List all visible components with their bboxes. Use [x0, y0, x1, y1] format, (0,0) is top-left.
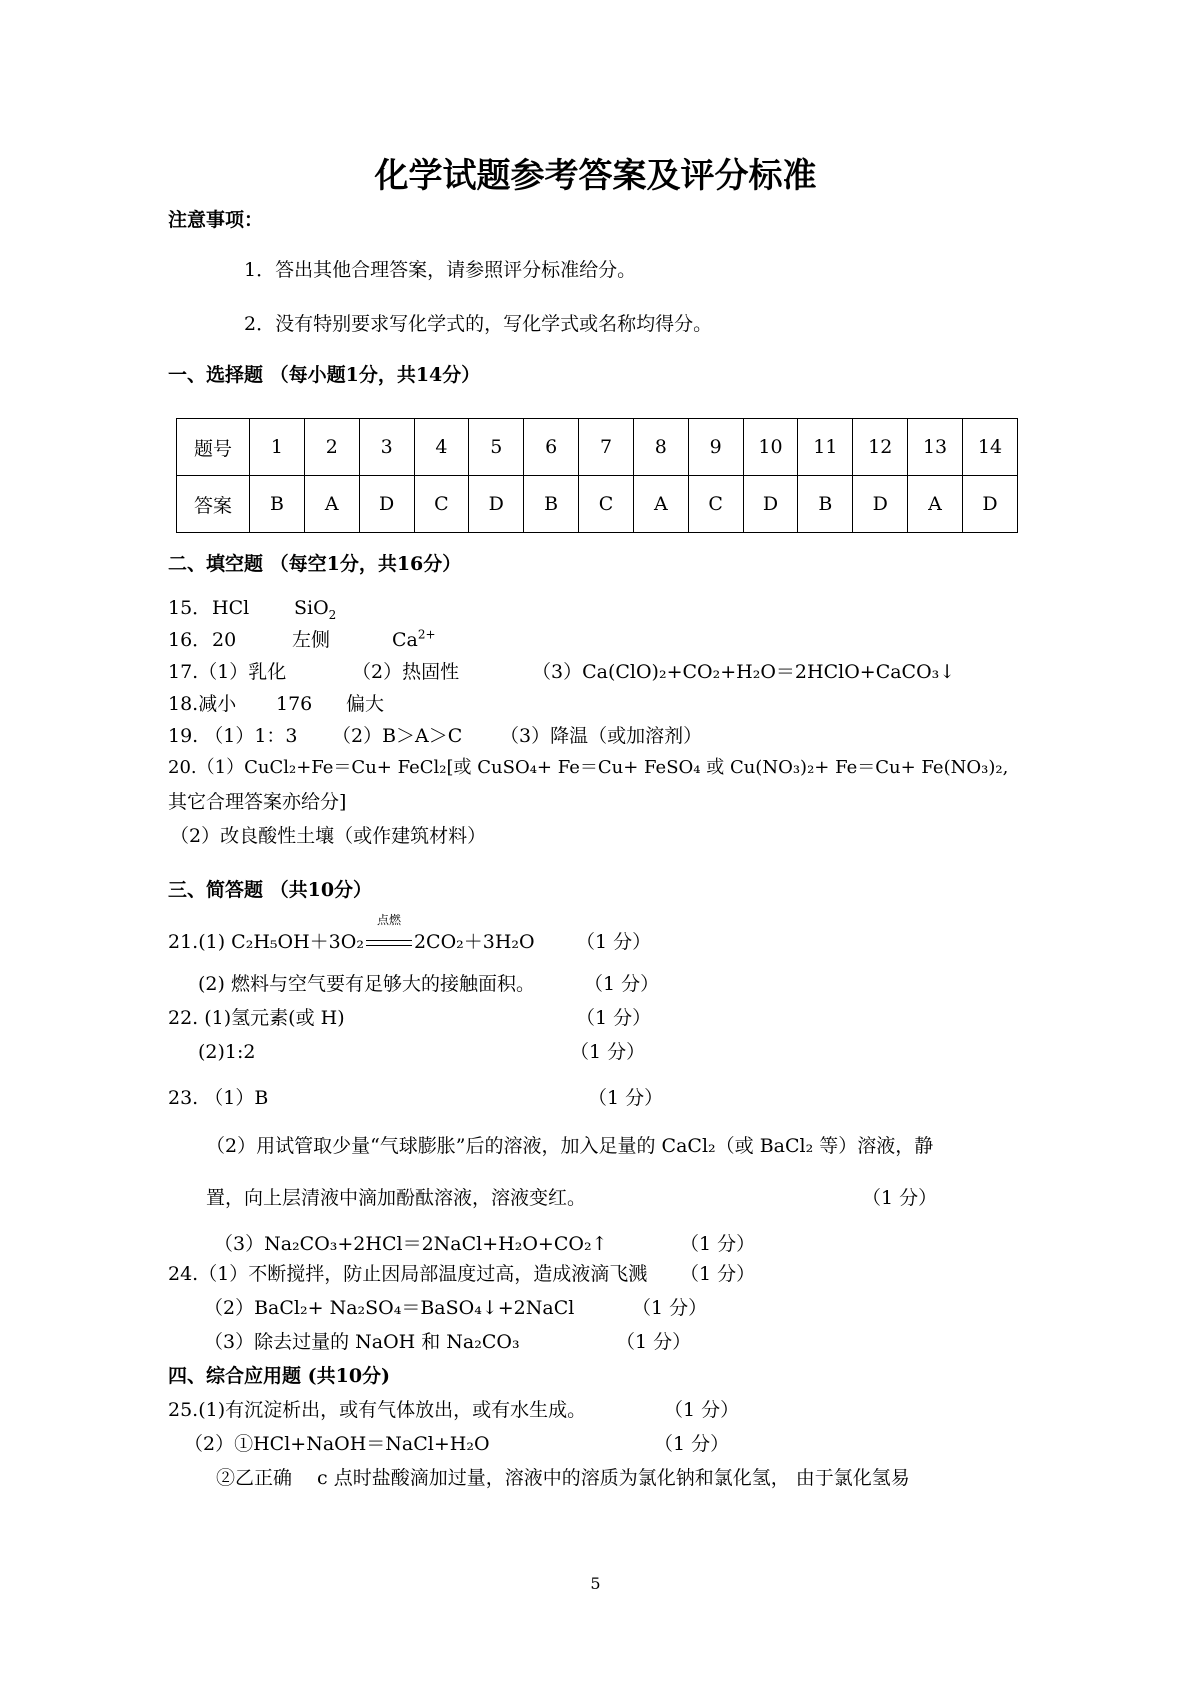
q22-2-score: （1 分） [570, 1041, 646, 1063]
answer-cell: B [524, 476, 579, 533]
q21-2-score: （1 分） [584, 973, 660, 995]
page-title: 化学试题参考答案及评分标准 [374, 156, 817, 196]
question-number: 1 [250, 419, 305, 476]
note-item-1: 1．答出其他合理答案，请参照评分标准给分。 [244, 259, 637, 281]
question-number: 6 [524, 419, 579, 476]
q23-1-score: （1 分） [588, 1087, 664, 1109]
answer-table [176, 418, 1018, 533]
q23-2-line-2: 置，向上层清液中滴加酚酞溶液，溶液变红。 [206, 1187, 587, 1209]
answer-cell: C [688, 476, 743, 533]
q23-2-line-1: （2）用试管取少量“气球膨胀”后的溶液，加入足量的 CaCl₂（或 BaCl₂ 等）溶液，静 [206, 1135, 934, 1157]
q25-2-answer: （2）①HCl+NaOH＝NaCl+H₂O [184, 1433, 490, 1455]
question-number: 4 [414, 419, 469, 476]
q24-2-score: （1 分） [632, 1297, 708, 1319]
answer-cell: B [250, 476, 305, 533]
q25-2-score: （1 分） [654, 1433, 730, 1455]
page-number: 5 [590, 1574, 601, 1593]
answer-cell: D [743, 476, 798, 533]
question-number: 11 [798, 419, 853, 476]
q23-3-answer: （3）Na₂CO₃+2HCl＝2NaCl+H₂O+CO₂↑ [214, 1233, 608, 1255]
answer-cell: D [359, 476, 414, 533]
q15-answer-1: HCl [212, 597, 250, 619]
answer-cell: D [853, 476, 908, 533]
notes-heading: 注意事项： [168, 209, 264, 231]
q21-2-answer: (2) 燃料与空气要有足够大的接触面积。 [198, 973, 535, 995]
q16-answer-3: $Ca^{2+}$ [392, 627, 436, 651]
q21-1-equation: 21.(1) C₂H₅OH＋3O₂ 点燃 2CO₂＋3H₂O [168, 913, 535, 953]
question-number: 2 [304, 419, 359, 476]
q16-answer-2: 左侧 [292, 629, 331, 651]
q25-3-answer: ②乙正确 c 点时盐酸滴加过量，溶液中的溶质为氯化钠和氯化氢， 由于氯化氢易 [216, 1467, 910, 1489]
row-label-question: 题号 [177, 419, 250, 476]
q23-1-answer: 23. （1）B [168, 1087, 269, 1109]
q18-part-2: 176 [276, 693, 313, 715]
answer-cell: D [469, 476, 524, 533]
q23-2-score: （1 分） [862, 1187, 938, 1209]
q19-part-2: （2）B＞A＞C [332, 725, 463, 747]
answer-cell: A [908, 476, 963, 533]
q24-3-score: （1 分） [616, 1331, 692, 1353]
q19-part-3: （3）降温（或加溶剂） [500, 725, 703, 747]
q19-part-1: 19. （1）1：3 [168, 725, 298, 747]
answer-cell: A [304, 476, 359, 533]
q24-2-answer: （2）BaCl₂+ Na₂SO₄＝BaSO₄↓+2NaCl [204, 1297, 575, 1319]
q17-part-1: 17.（1）乳化 [168, 661, 287, 683]
row-label-answer: 答案 [177, 476, 250, 533]
q25-1-answer: 25.(1)有沉淀析出，或有气体放出，或有水生成。 [168, 1399, 587, 1421]
question-number: 10 [743, 419, 798, 476]
reaction-condition-arrow [364, 913, 414, 954]
q15-answer-2: SiO$_2$ [294, 597, 337, 622]
q22-1-score: （1 分） [576, 1007, 652, 1029]
question-number: 14 [962, 419, 1017, 476]
q22-1-answer: 22. (1)氢元素(或 H) [168, 1007, 345, 1029]
question-number: 5 [469, 419, 524, 476]
section4-heading: 四、综合应用题 (共10分) [168, 1365, 391, 1387]
q16-answer-1: 20 [212, 629, 237, 651]
q17-part-2: （2）热固性 [352, 661, 460, 683]
section3-heading: 三、简答题 （共10分） [168, 879, 373, 901]
question-number: 9 [688, 419, 743, 476]
q24-1-score: （1 分） [680, 1263, 756, 1285]
question-number: 13 [908, 419, 963, 476]
answer-cell: B [798, 476, 853, 533]
q15-number: 15． [168, 597, 212, 619]
question-number: 7 [579, 419, 634, 476]
q24-1-answer: 24.（1）不断搅拌，防止因局部温度过高，造成液滴飞溅 [168, 1263, 648, 1285]
answer-cell: C [579, 476, 634, 533]
q20-line-3: （2）改良酸性土壤（或作建筑材料） [170, 825, 487, 847]
answer-table-number-row [177, 419, 1018, 476]
q20-line-2: 其它合理答案亦给分] [168, 791, 347, 813]
q18-part-3: 偏大 [346, 693, 385, 715]
q24-3-answer: （3）除去过量的 NaOH 和 Na₂CO₃ [204, 1331, 520, 1353]
q20-line-1: 20.（1）CuCl₂+Fe＝Cu+ FeCl₂[或 CuSO₄+ Fe＝Cu+ FeSO₄ 或 Cu(NO₃)₂+ Fe＝Cu+ Fe(NO₃)₂, [168, 757, 1009, 778]
question-number: 3 [359, 419, 414, 476]
question-number: 8 [633, 419, 688, 476]
answer-cell: C [414, 476, 469, 533]
q17-part-3: （3）Ca(ClO)₂+CO₂+H₂O＝2HClO+CaCO₃↓ [532, 661, 956, 683]
answer-cell: A [633, 476, 688, 533]
q22-2-answer: (2)1:2 [198, 1041, 256, 1063]
q16-number: 16． [168, 629, 212, 651]
section1-heading: 一、选择题 （每小题1分，共14分） [168, 364, 481, 386]
section2-heading: 二、填空题 （每空1分，共16分） [168, 553, 462, 575]
q23-3-score: （1 分） [680, 1233, 756, 1255]
reaction-condition-label: 点燃 [376, 913, 401, 927]
answer-cell: D [962, 476, 1017, 533]
note-item-2: 2．没有特别要求写化学式的，写化学式或名称均得分。 [244, 313, 713, 335]
q21-1-score: （1 分） [576, 931, 652, 953]
q18-part-1: 18.减小 [168, 693, 237, 715]
answer-table-answer-row [177, 476, 1018, 533]
q25-1-score: （1 分） [664, 1399, 740, 1421]
question-number: 12 [853, 419, 908, 476]
